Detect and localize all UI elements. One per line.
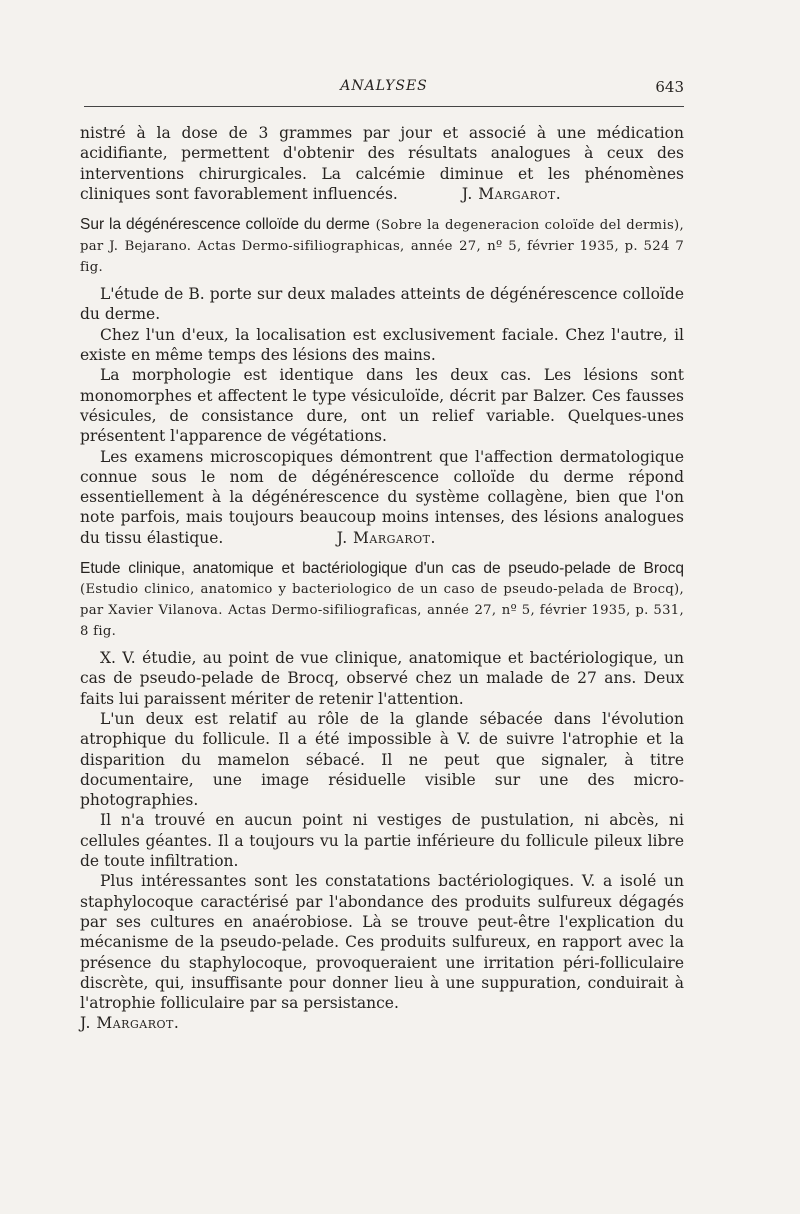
article-paragraph: X. V. étudie, au point de vue clinique, anatomique et bactériologique, un cas de pseudo-pelade de Brocq, observé chez un malade de 27 ans. Deux faits lui paraissent mériter de retenir l'attention. xyxy=(80,649,684,708)
article-volume: 27, xyxy=(474,603,497,619)
article-by: par J. xyxy=(80,239,119,255)
article-pseudo-pelade xyxy=(80,558,684,1034)
article-degenerescence xyxy=(80,214,684,548)
article-reference xyxy=(80,558,684,641)
page-number: 643 xyxy=(655,78,684,96)
article-paragraph: Il n'a trouvé en aucun point ni vestiges de pustulation, ni abcès, ni cellules géantes. Il a toujours vu la partie inférieure du follicule pileux libre de toute infiltration. xyxy=(80,811,684,871)
article-journal: Actas Dermo-sifiliograficas, xyxy=(228,603,422,619)
header-rule xyxy=(84,106,684,107)
article-paragraph: Chez l'un d'eux, la localisation est exclusivement faciale. Chez l'autre, il existe en même temps des lésions des mains. xyxy=(80,325,684,365)
article-author: Vilanova. xyxy=(158,603,223,619)
article-paragraph xyxy=(80,447,684,548)
article-by: par Xavier xyxy=(80,603,154,619)
article-original-title: (Estudio clinico, anatomico y bacteriologico de un caso de pseudo-pelada de Brocq), xyxy=(80,582,684,598)
continued-paragraph xyxy=(80,123,684,204)
article-volume: 27, xyxy=(459,239,481,255)
signature-line xyxy=(80,1013,684,1033)
article-issue: nº 5, février 1935, p. 531, 8 fig. xyxy=(80,603,684,640)
page-body xyxy=(80,123,684,1034)
article-title: Sur la dégénérescence colloïde du derme xyxy=(80,216,370,234)
article-annee: année xyxy=(410,239,453,255)
article-paragraph: L'étude de B. porte sur deux malades atteints de dégénérescence colloïde du derme. xyxy=(80,285,684,324)
article-title: Etude clinique, anatomique et bactériologique d'un cas de pseudo-pelade de Brocq xyxy=(80,560,684,578)
article-author: Bejarano. xyxy=(124,239,192,255)
article-original-title: (Sobre la degeneracion coloïde del dermis), xyxy=(375,218,684,234)
signature: J. Margarot. xyxy=(336,528,436,547)
article-paragraph: La morphologie est identique dans les deux cas. Les lésions sont monomorphes et affectent le type vésiculoïde, décrit par Balzer. Ces fausses vésicules, de consistance dure, ont un relief variable. Quelques-unes présentent l'apparence de végétations. xyxy=(80,366,684,446)
signature: J. Margarot. xyxy=(80,1014,180,1033)
article-issue: nº 5, février 1935, p. 524 7 fig. xyxy=(80,239,685,276)
article-paragraph: Plus intéressantes sont les constatations bactériologiques. V. a isolé un staphylocoque caractérisé par l'abondance des produits sulfureux dégagés par ses cultures en anaérobiose. Là se trouve peut-être l'explication du mécanisme de la pseudo-pelade. Ces produits sulfureux, en rapport avec la présence du staphylocoque, provoqueraient une irritation péri-folliculaire discrète, qui, insuffisante pour donner lieu à une suppuration, conduirait à l'atrophie folliculaire par sa persistance. xyxy=(80,872,684,1013)
signature: J. Margarot. xyxy=(461,184,562,203)
continued-text: nistré à la dose de 3 grammes par jour et associé à une médication acidifiante, permettent d'obtenir des résultats analogues à ceux des interventions chirurgicales. La calcémie diminue et les phénomènes cliniques sont favorablement influencés. xyxy=(80,124,684,203)
article-journal: Actas Dermo-sifiliographicas, xyxy=(197,239,405,255)
running-title: ANALYSES xyxy=(340,78,428,94)
article-paragraph: L'un deux est relatif au rôle de la glande sébacée dans l'évolution atrophique du follicule. Il a été impossible à V. de suivre l'atrophie et la disparition du mamelon sébacé. Il ne peut que signaler, à titre documentaire, une image résiduelle visible sur une des micro-photographies. xyxy=(80,709,684,810)
article-annee: année xyxy=(427,603,470,619)
page-header xyxy=(84,78,684,102)
article-paragraph-text: Les examens microscopiques démontrent que l'affection dermatologique connue sous le nom de dégénérescence colloïde du derme répond essentiellement à la dégénérescence du système collagène, bien que l'on note parfois, mais toujours beaucoup moins intenses, des lésions analogues du tissu élastique. xyxy=(80,447,684,547)
article-reference xyxy=(80,214,684,277)
